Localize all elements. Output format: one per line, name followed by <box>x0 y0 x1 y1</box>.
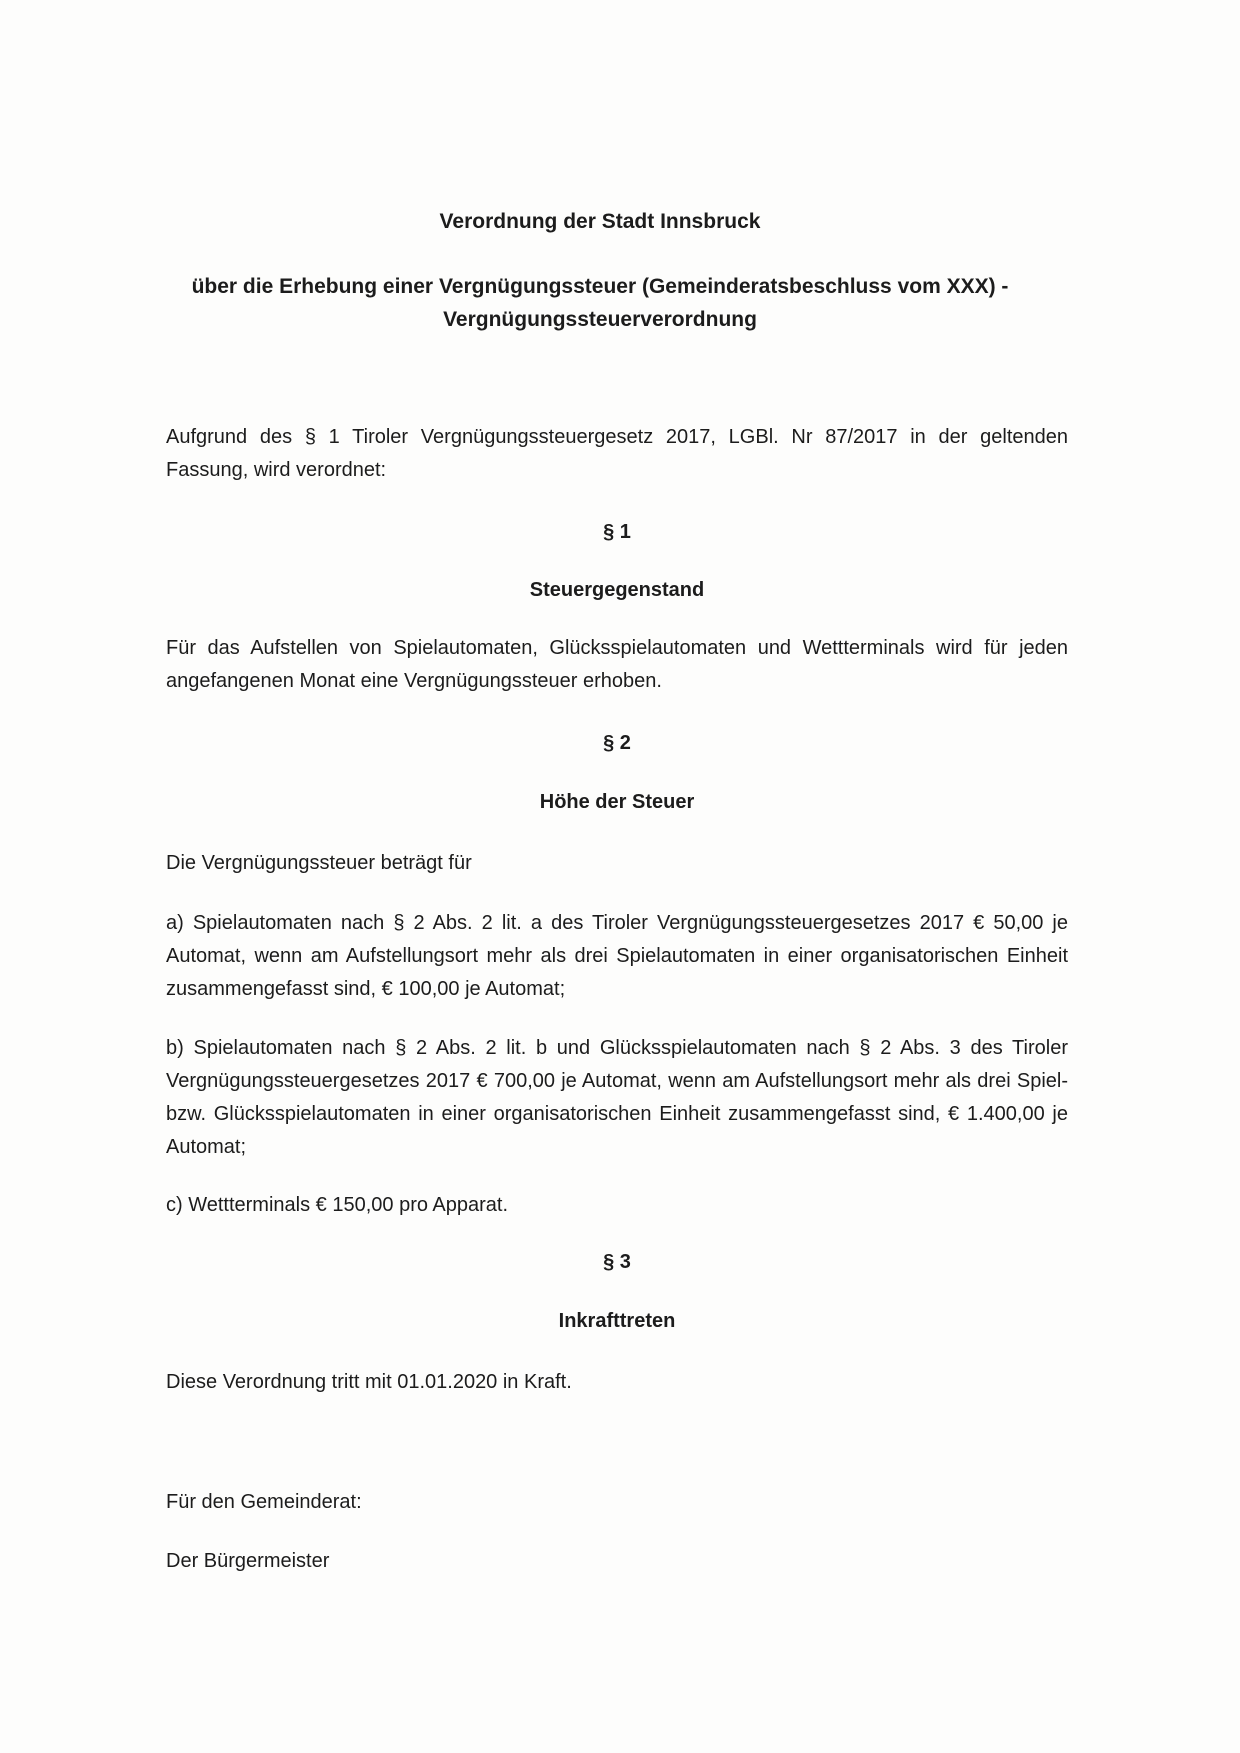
document-subtitle <box>150 270 1050 336</box>
section-2-number: § 2 <box>603 732 631 754</box>
section-1-heading: Steuergegenstand <box>529 579 705 601</box>
document-title: Verordnung der Stadt Innsbruck <box>439 210 761 233</box>
section-2-heading: Höhe der Steuer <box>539 791 695 813</box>
section-2-item-c: c) Wettterminals € 150,00 pro Apparat. <box>166 1194 509 1216</box>
section-1-text: Für das Aufstellen von Spielautomaten, Glücksspielautomaten und Wettterminals wird für jeden angefangenen Monat eine Vergnügungssteuer erhoben. <box>166 637 1068 692</box>
preamble: Aufgrund des § 1 Tiroler Vergnügungssteuergesetz 2017, LGBl. Nr 87/2017 in der geltenden Fassung, wird verordnet: <box>166 426 1068 481</box>
section-3-text: Diese Verordnung tritt mit 01.01.2020 in Kraft. <box>166 1371 572 1393</box>
section-3-number: § 3 <box>603 1251 631 1273</box>
section-3-heading: Inkrafttreten <box>558 1310 676 1332</box>
subtitle-line-1: über die Erhebung einer Vergnügungssteuer (Gemeinderatsbeschluss vom XXX) - <box>191 275 1009 298</box>
closing-mayor: Der Bürgermeister <box>166 1550 330 1572</box>
section-2-intro: Die Vergnügungssteuer beträgt für <box>166 852 472 874</box>
section-2-item-b: b) Spielautomaten nach § 2 Abs. 2 lit. b und Glücksspielautomaten nach § 2 Abs. 3 des Tiroler Vergnügungssteuergesetzes 2017 € 700,00 je Automat, wenn am Aufstellungsort mehr als drei Spiel- bzw. Glücksspielautomaten in einer organisatorischen Einheit zusammengefasst sind, € 1.400,00 je Automat; <box>166 1037 1068 1158</box>
subtitle-line-2: Vergnügungssteuerverordnung <box>443 308 757 331</box>
closing-council: Für den Gemeinderat: <box>166 1491 362 1513</box>
section-2-item-a: a) Spielautomaten nach § 2 Abs. 2 lit. a des Tiroler Vergnügungssteuergesetzes 2017 € 50,00 je Automat, wenn am Aufstellungsort mehr als drei Spielautomaten in einer organisatorischen Einheit zusammengefasst sind, € 100,00 je Automat; <box>166 912 1068 1000</box>
section-1-number: § 1 <box>603 521 631 543</box>
